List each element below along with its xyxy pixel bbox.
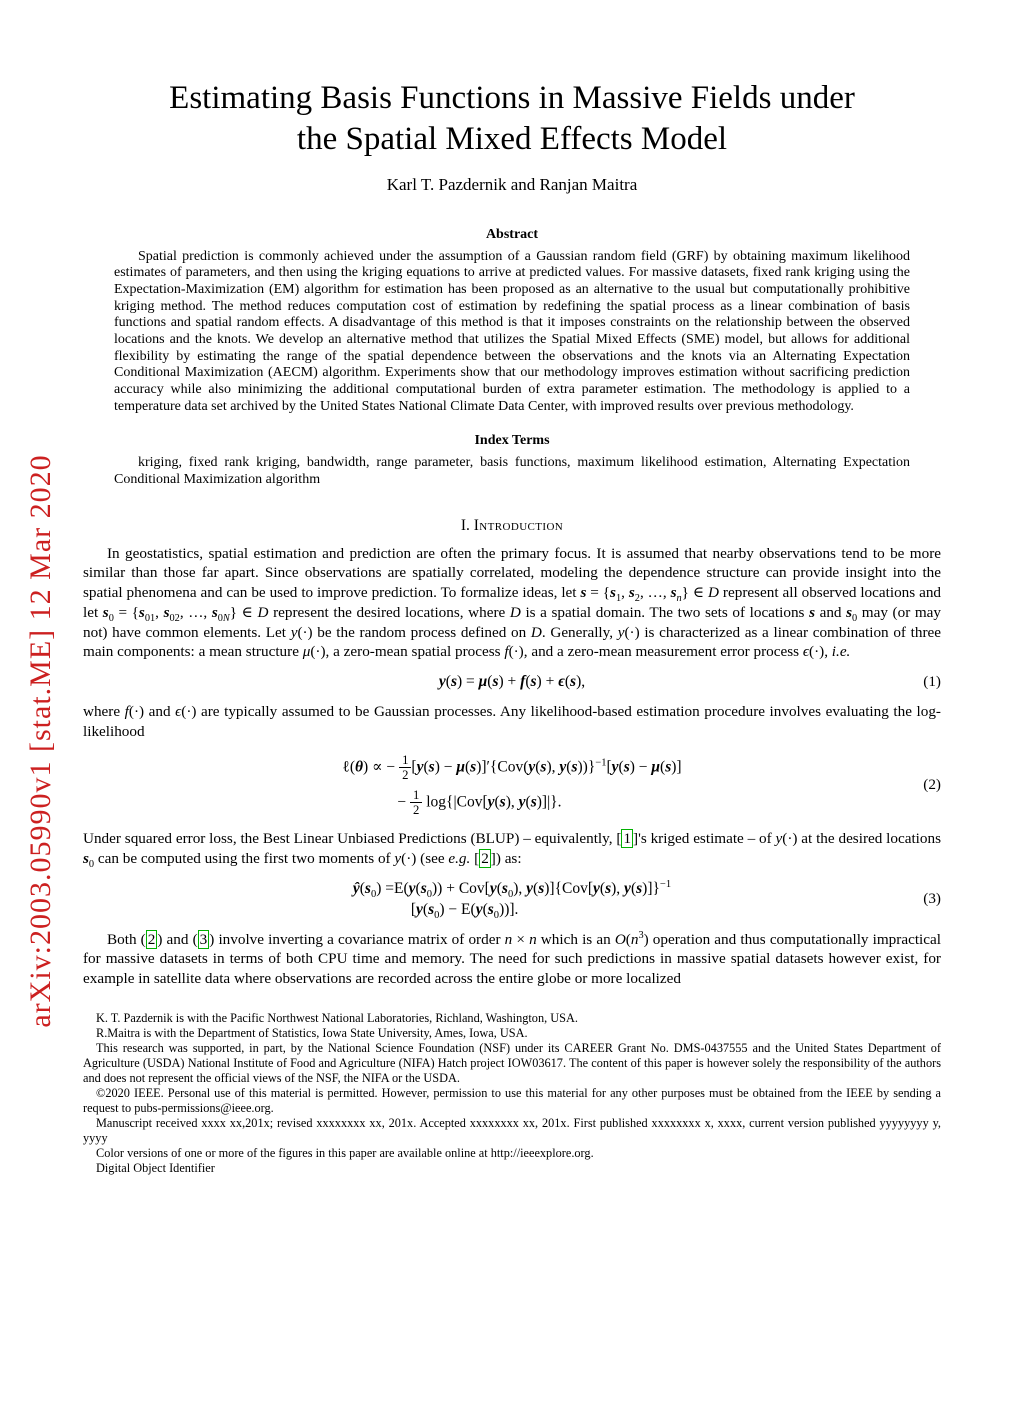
footnote-affiliation-1: K. T. Pazdernik is with the Pacific Northwest National Laboratories, Richland, Washington, USA. [96,1010,578,1025]
intro-paragraph-4: Both ( 2 ) and ( 3 ) involve inverting a covariance matrix of order n × n which is an $O(n^3)$ operation and thus computationally impractical for massive datasets in terms of both CPU time and memory. The need for such predictions in massive spatial datasets however exist, for example in satellite data where observations are recorded across the entire globe or more localized [83,929,941,988]
paper-title [83,78,941,160]
equation-1 [83,673,941,691]
equation-2-number: (2) [923,776,941,794]
equation-3-body: $ŷ(s_0) =E(y(s_0)) + Cov[y(s_0)$, y(s)]{Cov[y(s), y(s)]}$^{-1}$ $[y(s_0) - E(y(s_0))]$. [352,878,672,921]
abstract-heading: Abstract [485,226,539,242]
section-title: Introduction [473,516,564,534]
arxiv-stamp: arXiv:2003.05990v1 [stat.ME] 12 Mar 2020 [24,453,57,1028]
paper-page [83,78,941,1176]
footnote-funding: This research was supported, in part, by the National Science Foundation (NSF) under its CAREER Grant No. DMS-0437555 and the United States Department of Agriculture (USDA) National Institute of Food and Agriculture (NIFA) Hatch project IOW03617. The content of this paper is however solely the responsibility of the authors and does not represent the official views of the NSF, the NIFA or the USDA. [83,1040,941,1085]
footnote-copyright: ©2020 IEEE. Personal use of this material is permitted. However, permission to use this material for any other purposes must be obtained from the IEEE by sending a request to pubs-permissions@ieee.org. [83,1085,941,1115]
authors: Karl T. Pazdernik and Ranjan Maitra [386,174,638,194]
intro-paragraph-3: Under squared error loss, the Best Linear Unbiased Predictions (BLUP) – equivalently, [ 1 ]'s kriged estimate – of y(·) at the desired locations $s_0$ can be computed using the first two moments of y(·) (see e.g. [ 2 ]) as: [83,830,941,870]
index-terms-heading: Index Terms [474,433,550,449]
index-terms-text: kriging, fixed rank kriging, bandwidth, range parameter, basis functions, maximum likelihood estimation, Alternating Expectation Conditional Maximization algorithm [114,455,910,488]
intro-paragraph-2: where f(·) and ϵ(·) are typically assumed to be Gaussian processes. Any likelihood-based estimation procedure involves evaluating the log-likelihood [83,703,941,740]
eqref-2[interactable]: 2 [147,930,156,948]
section-number: I. [460,516,470,534]
citation-2[interactable]: 2 [481,849,489,867]
paper-title-line-1: Estimating Basis Functions in Massive Fields under [169,80,855,116]
equation-2 [83,753,941,818]
equation-1-number: (1) [923,673,941,691]
abstract-text: Spatial prediction is commonly achieved under the assumption of a Gaussian random field (GRF) by obtaining maximum likelihood estimates of parameters, and then using the kriging equations to arrive at predicted values. For massive datasets, fixed rank kriging using the Expectation-Maximization (EM) algorithm for estimation has been proposed as an alternative to the usual but computationally prohibitive kriging method. The method reduces computation cost of estimation by redefining the spatial process as a linear combination of basis functions and spatial random effects. A disadvantage of this method is that it imposes constraints on the relationship between the observed locations and the knots. We develop an alternative method that utilizes the Spatial Mixed Effects (SME) model, but allows for additional flexibility by estimating the range of the spatial dependence between the observations and the knots via an Alternating Expectation Conditional Maximization (AECM) algorithm. Experiments show that our methodology improves estimation without sacrificing prediction accuracy while also minimizing the additional computational burden of extra parameter estimation. The methodology is applied to a temperature data set archived by the United States National Climate Data Center, with improved results over previous methodology. [114,248,910,414]
eqref-3[interactable]: 3 [199,930,208,948]
paper-title-line-2: the Spatial Mixed Effects Model [296,120,728,157]
citation-1[interactable]: 1 [623,830,632,848]
intro-paragraph-1: In geostatistics, spatial estimation and prediction are often the primary focus. It is assumed that nearby observations tend to be more similar than those far apart. Since observations are spatially correlated, modeling the dependence structure can provide insight into the spatial phenomena and can be used to improve prediction. To formalize ideas, let $s = \{s_1$, $s_2$, …, $s_n$} ∈ D represent all observed locations and let $s_0 = \{s_{01}$, $s_{02}$, …, $s_{0N}$} ∈ D represent the desired locations, where D is a spatial domain. The two sets of locations s and $s_0$ may (or may not) have common elements. Let y(·) be the random process defined on D. Generally, y(·) is characterized as a linear combination of three main components: a mean structure μ(·), a zero-mean spatial process f(·), and a zero-mean measurement error process ϵ(·), i.e. [83,544,942,661]
footnote-doi: Digital Object Identifier [96,1160,215,1175]
footnote-color-versions: Color versions of one or more of the figures in this paper are available online at http://ieeexplore.org. [96,1145,594,1160]
equation-3-number: (3) [923,890,941,908]
equation-1-body: y(s) = μ(s) + f(s) + ϵ(s), [438,673,586,691]
footnote-manuscript-dates: Manuscript received xxxx xx,201x; revised xxxxxxxx xx, 201x. Accepted xxxxxxxx xx, 201x. First published xxxxxxxx x, xxxx, current version published yyyyyyyy y, yyyy [83,1115,941,1145]
footnotes [83,1011,941,1176]
footnote-affiliation-2: R.Maitra is with the Department of Statistics, Iowa State University, Ames, Iowa, USA. [96,1025,528,1040]
section-heading-introduction [83,517,941,535]
equation-3 [83,880,941,919]
equation-2-body: ℓ(θ) ∝ − $\frac{1}{2}$ [y(s) − μ(s)]′{Cov(y(s), y(s))}$^{-1}$[y(s) − μ(s)] − $\frac{1}{2}$ log{|Cov[y(s), y(s)]|}. [342,752,682,818]
